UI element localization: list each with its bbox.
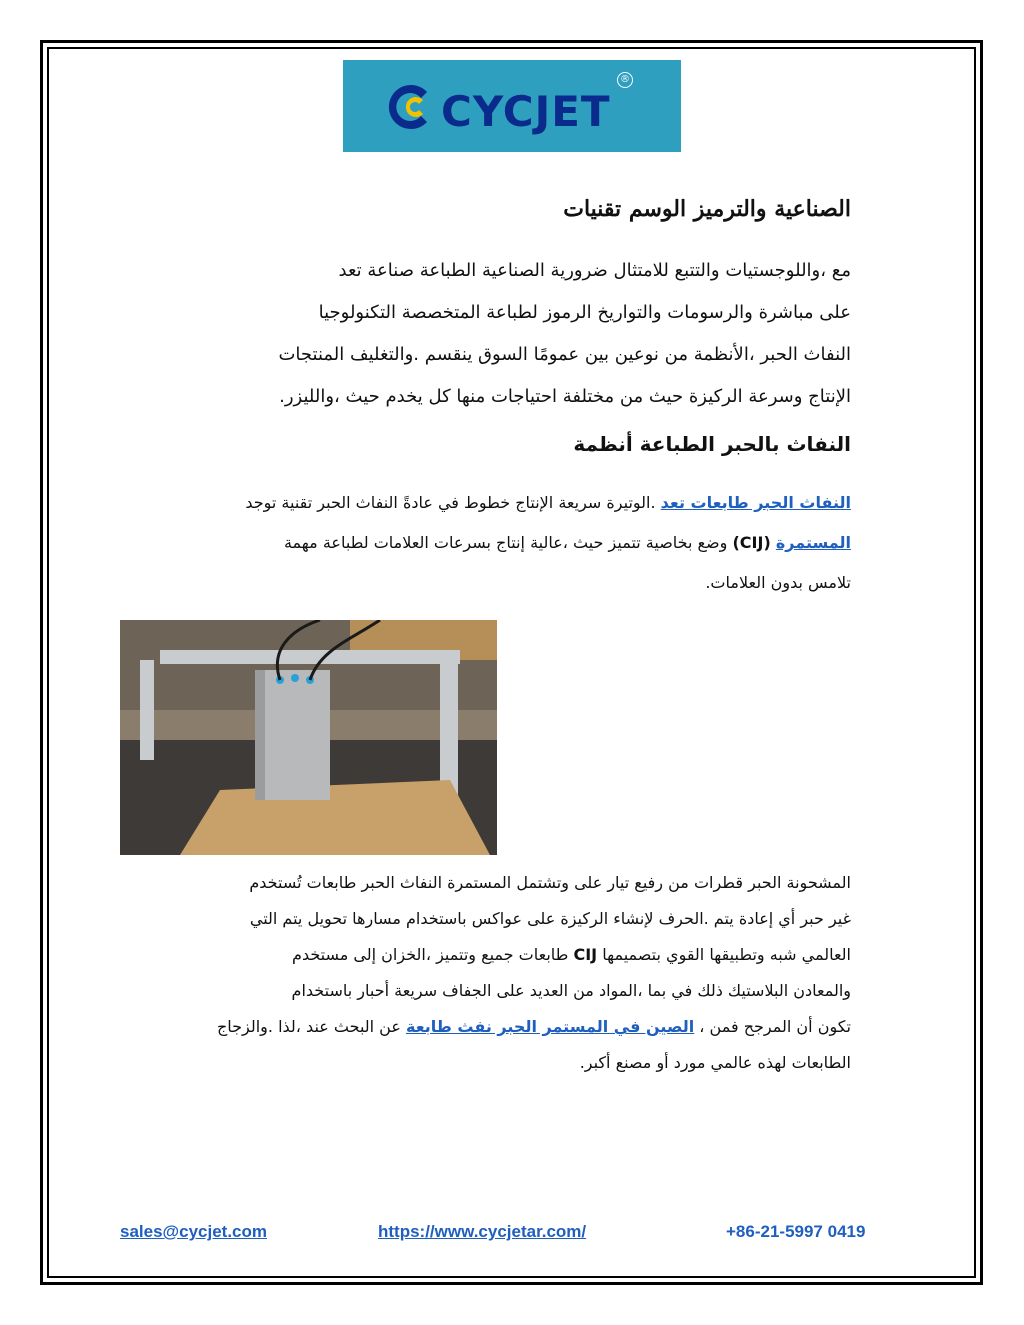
- footer-email-link[interactable]: sales@cycjet.com: [120, 1222, 267, 1241]
- intro-line: النفاث الحبر ،الأنظمة من نوعين بين عمومًا السوق ينقسم .والتغليف المنتجات: [278, 344, 851, 365]
- body-line: الطابعات لهذه عالمي مورد أو مصنع أكبر.: [579, 1053, 851, 1072]
- footer-phone: +86-21-5997 0419: [726, 1222, 866, 1241]
- intro-line: الإنتاج وسرعة الركيزة حيث من مختلفة احتياجات منها كل يخدم حيث ،والليزر.: [279, 386, 851, 407]
- cij-printers-link[interactable]: النفاث الحبر طابعات تعد: [660, 493, 851, 512]
- intro-line: على مباشرة والرسومات والتواريخ الرموز لطباعة المتخصصة التكنولوجيا: [318, 302, 851, 323]
- cij-code: CIJ: [573, 945, 598, 964]
- section-text: وضع بخاصية تتميز حيث ،عالية إنتاج بسرعات العلامات لطباعة مهمة: [283, 533, 728, 552]
- section-line: [111, 483, 851, 523]
- section-paragraph: [111, 483, 851, 603]
- brand-name: CYCJET: [441, 87, 611, 136]
- body-text: تكون أن المرجح فمن ،: [699, 1017, 851, 1036]
- body-line: [91, 1009, 851, 1045]
- continuous-link[interactable]: المستمرة: [775, 533, 851, 552]
- body-line: والمعادن البلاستيك ذلك في بما ،المواد من العديد على الجفاف سريعة أحبار باستخدام: [291, 981, 851, 1000]
- section-text: .الوتيرة سريعة الإنتاج خطوط في عادةً النفاث الحبر تقنية توجد: [245, 493, 656, 512]
- body-text: طابعات جميع وتتميز ،الخزان إلى مستخدم: [292, 945, 569, 964]
- intro-paragraph: [151, 250, 851, 418]
- body-line: غير حبر أي إعادة يتم .الحرف لإنشاء الركيزة على عواكس باستخدام مسارها تحويل يتم التي: [249, 909, 851, 928]
- cij-code: (CIJ): [732, 533, 771, 552]
- body-text: العالمي شبه وتطبيقها القوي بتصميمها: [602, 945, 851, 964]
- china-cij-printer-link[interactable]: الصين في المستمر الحبر نفث طابعة: [406, 1017, 695, 1036]
- intro-line: مع ،واللوجستيات والتتبع للامتثال ضرورية الصناعية الطباعة صناعة تعد: [338, 260, 851, 281]
- body-line: [91, 937, 851, 973]
- brand-logo: [343, 60, 681, 152]
- body-text: عن البحث عند ،لذا .والزجاج: [216, 1017, 401, 1036]
- cij-printer-photo: [120, 620, 497, 855]
- body-paragraph: [91, 865, 851, 1081]
- registered-mark: ®: [617, 72, 633, 88]
- section-line: تلامس بدون العلامات.: [705, 573, 851, 592]
- body-line: المشحونة الحبر قطرات من رفيع تيار على وتشتمل المستمرة النفاث الحبر طابعات تُستخدم: [249, 873, 851, 892]
- footer-website-link[interactable]: https://www.cycjetar.com/: [378, 1222, 587, 1241]
- page-title: الصناعية والترميز الوسم تقنيات: [563, 196, 851, 222]
- section-line: [111, 523, 851, 563]
- cycjet-swirl-icon: [383, 82, 433, 132]
- section-heading: النفاث بالحبر الطباعة أنظمة: [573, 432, 851, 456]
